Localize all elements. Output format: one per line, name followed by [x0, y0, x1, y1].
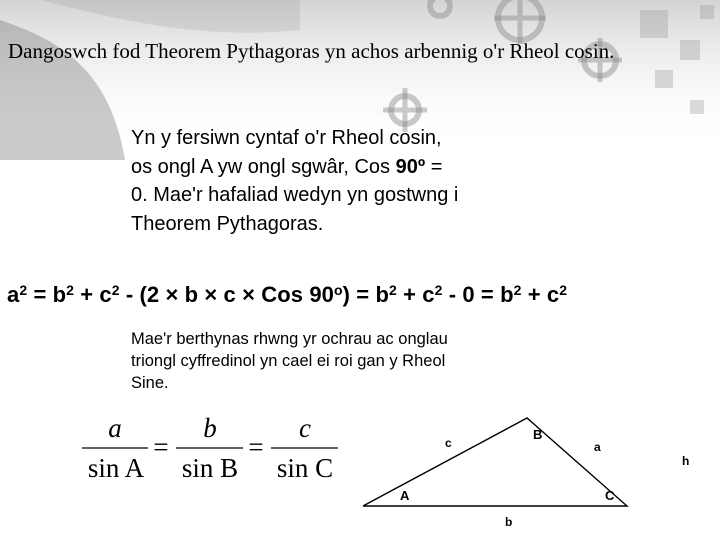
eq-part: + c [396, 282, 435, 307]
sine-denominator-b: sin B [181, 453, 239, 483]
sine-numerator-c: c [299, 413, 311, 443]
vertex-c-label: C [605, 488, 615, 503]
sine-denominator-c: sin C [276, 453, 334, 483]
eq-exponent: 2 [434, 282, 443, 298]
slide-title: Dangoswch fod Theorem Pythagoras yn achos arbennig o'r Rheol cosin. [8, 39, 615, 63]
eq-exponent: 2 [111, 282, 120, 298]
side-c-label: c [445, 436, 452, 450]
eq-part: a [7, 282, 20, 307]
sine-rule-explanation: Mae'r berthynas rhwng yr ochrau ac onglau triongl cyffredinol yn cael ei roi gan y Rheol Sine. [131, 330, 448, 392]
sine-equals-2: = [248, 432, 264, 462]
eq-part: = b [27, 282, 67, 307]
angle-90-bold: 90º [395, 155, 426, 178]
sine-numerator-b: b [203, 413, 217, 443]
sine-denominator-a: sin A [87, 453, 145, 483]
eq-part: + c [521, 282, 560, 307]
eq-exponent: 2 [389, 282, 397, 298]
vertex-a-label: A [400, 488, 410, 503]
pythagoras-equation [7, 282, 720, 308]
eq-part: - (2 × b × c × Cos 90 [119, 282, 335, 307]
vertex-b-label: B [533, 427, 543, 442]
cosine-explanation-text-end: = 0. Mae'r hafaliad wedyn yn gostwng i Theorem Pythagoras. [131, 155, 459, 235]
side-a-label: a [594, 440, 601, 454]
eq-part: + c [74, 282, 112, 307]
sine-rule-formula [78, 410, 348, 490]
eq-degree: o [334, 282, 343, 298]
cosine-explanation [131, 124, 461, 238]
eq-exponent: 2 [66, 282, 75, 298]
eq-exponent: 2 [559, 282, 568, 298]
sine-equals-1: = [153, 432, 169, 462]
triangle-diagram [355, 410, 720, 540]
eq-exponent: 2 [19, 282, 28, 298]
eq-part: ) = b [342, 282, 390, 307]
h-label: h [682, 454, 690, 468]
eq-exponent: 2 [513, 282, 522, 298]
cosine-explanation-text: Yn y fersiwn cyntaf o'r Rheol cosin, os ongl A yw ongl sgwâr, Cos [131, 127, 442, 178]
eq-part: - 0 = b [442, 282, 514, 307]
sine-numerator-a: a [108, 413, 122, 443]
side-b-label: b [505, 515, 513, 529]
